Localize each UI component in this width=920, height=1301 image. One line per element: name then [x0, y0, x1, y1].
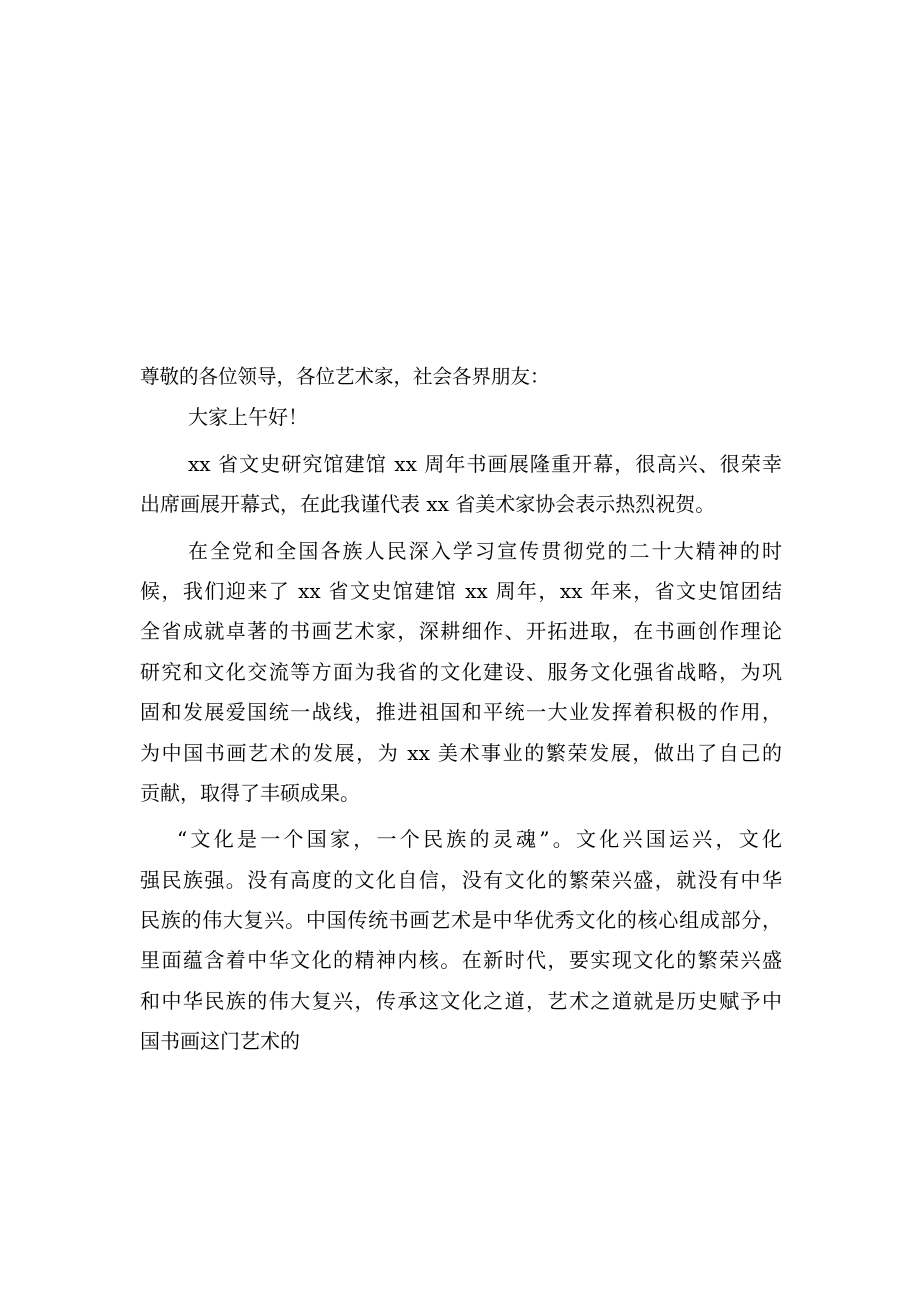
paragraph-1 [140, 444, 782, 525]
paragraph-line: 候，我们迎来了 xx 省文史馆建馆 xx 周年，xx 年来，省文史馆团结 [140, 578, 782, 603]
paragraph-line: 国书画这门艺术的 [140, 1029, 300, 1054]
salutation: 尊敬的各位领导，各位艺术家，社会各界朋友： [140, 365, 550, 388]
paragraph-line: 民族的伟大复兴。中国传统书画艺术是中华优秀文化的核心组成部分， [140, 908, 782, 933]
paragraph-line: 出席画展开幕式，在此我谨代表 xx 省美术家协会表示热烈祝贺。 [140, 492, 716, 517]
paragraph-line: 贡献，取得了丰硕成果。 [140, 780, 360, 805]
paragraph-line: 强民族强。没有高度的文化自信，没有文化的繁荣兴盛，就没有中华 [140, 867, 782, 892]
paragraph-2 [140, 531, 782, 814]
paragraph-line: 固和发展爱国统一战线，推进祖国和平统一大业发挥着积极的作用， [140, 700, 782, 725]
greeting: 大家上午好！ [188, 405, 308, 430]
paragraph-line: 和中华民族的伟大复兴，传承这文化之道，艺术之道就是历史赋予中 [140, 988, 782, 1013]
paragraph-line: 在全党和全国各族人民深入学习宣传贯彻党的二十大精神的时 [188, 538, 782, 563]
paragraph-3 [140, 819, 782, 1061]
speech-body [140, 357, 782, 1062]
paragraph-line: 全省成就卓著的书画艺术家，深耕细作、开拓进取，在书画创作理论 [140, 619, 782, 644]
paragraph-line: “文化是一个国家，一个民族的灵魂”。文化兴国运兴，文化 [177, 827, 782, 852]
paragraph-line: 里面蕴含着中华文化的精神内核。在新时代，要实现文化的繁荣兴盛 [140, 948, 782, 973]
paragraph-line: 研究和文化交流等方面为我省的文化建设、服务文化强省战略，为巩 [140, 659, 782, 684]
paragraph-line: 为中国书画艺术的发展，为 xx 美术事业的繁荣发展，做出了自己的 [140, 740, 782, 765]
paragraph-line: xx 省文史研究馆建馆 xx 周年书画展隆重开幕，很高兴、很荣幸 [188, 451, 782, 476]
